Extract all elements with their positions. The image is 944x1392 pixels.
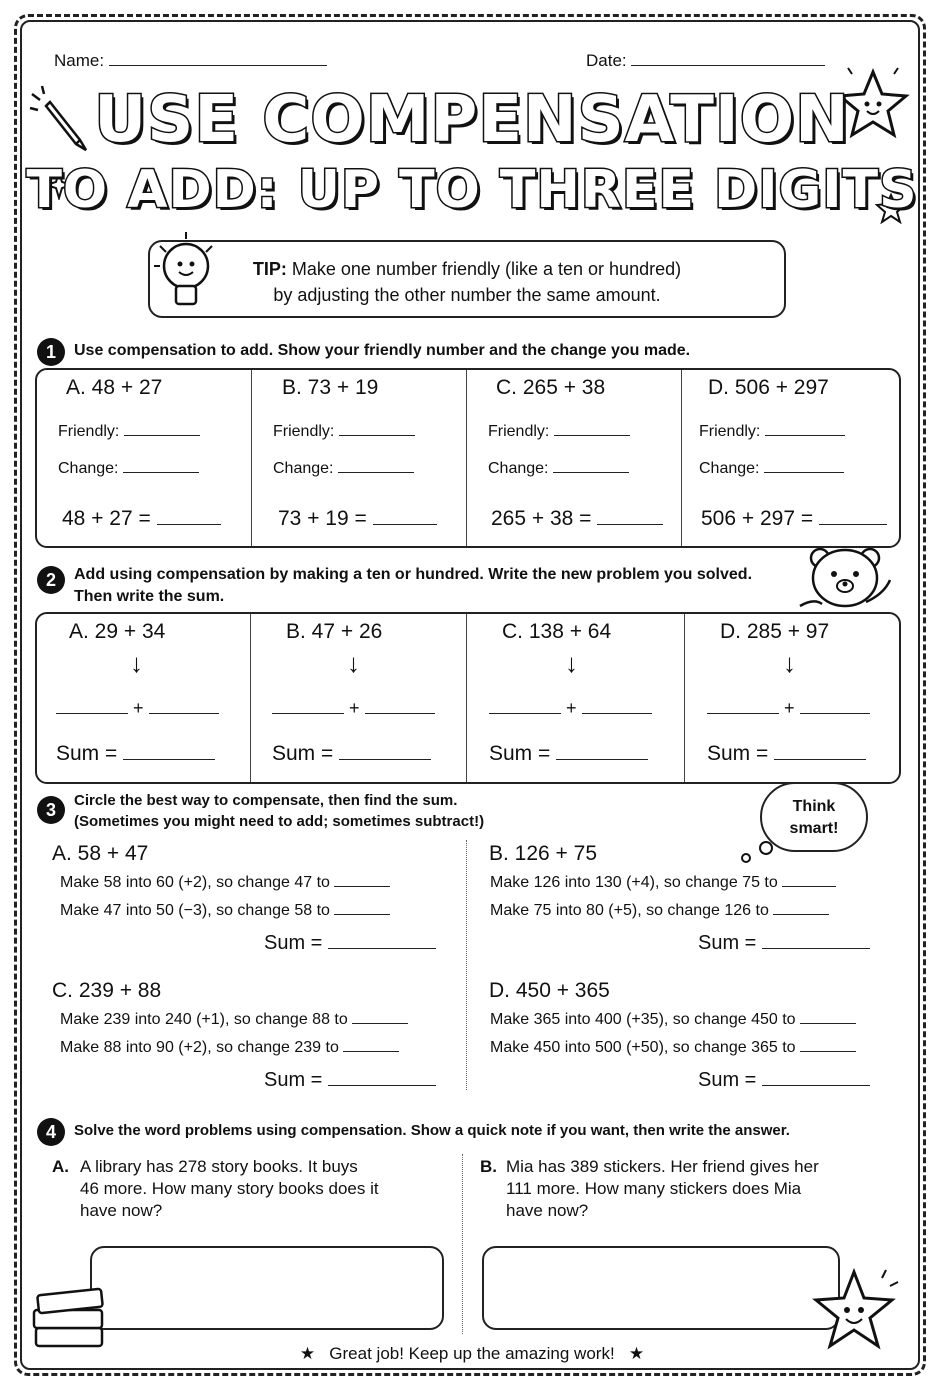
addend-line[interactable]: [707, 713, 779, 714]
word-problem-a-label: A.: [52, 1157, 69, 1176]
footer-text: Great job! Keep up the amazing work!: [329, 1344, 615, 1363]
s2-problem-b-title: B. 47 + 26: [286, 620, 383, 643]
word-problem-a-line-1: A library has 278 story books. It buys: [80, 1157, 358, 1176]
friendly-line[interactable]: [554, 435, 630, 436]
star-icon: ★: [299, 1344, 316, 1363]
answer-line[interactable]: [782, 886, 836, 887]
s3-problem-d-title: D. 450 + 365: [489, 979, 610, 1002]
answer-line[interactable]: [800, 1051, 856, 1052]
divider: [466, 614, 467, 782]
equation-text: 265 + 38 =: [491, 507, 592, 530]
s1-problem-c-title: C. 265 + 38: [496, 376, 606, 399]
change-line[interactable]: [553, 472, 629, 473]
divider: [466, 840, 467, 1090]
tip-label: TIP:: [252, 259, 287, 279]
date-line[interactable]: [631, 65, 825, 66]
sum-label: Sum =: [56, 742, 118, 765]
down-arrow-icon: ↓: [130, 648, 143, 678]
equation-text: 506 + 297 =: [701, 507, 814, 530]
change-label: Change:: [699, 460, 760, 477]
divider: [251, 370, 252, 546]
word-problem-b-label: B.: [480, 1157, 497, 1176]
answer-line[interactable]: [334, 886, 390, 887]
s1-b-change[interactable]: [273, 460, 414, 478]
word-problem-b-line-3: have now?: [506, 1201, 589, 1220]
s1-problem-d-title: D. 506 + 297: [708, 376, 829, 399]
plus-sign: +: [566, 698, 577, 718]
sum-label: Sum =: [489, 742, 551, 765]
sum-label: Sum =: [264, 932, 323, 954]
s1-b-equation[interactable]: [278, 507, 437, 531]
s1-d-change[interactable]: [699, 460, 844, 478]
s2-c-sum[interactable]: [489, 742, 648, 766]
title-line-2: TO ADD: UP TO THREE DIGITS: [26, 160, 918, 220]
s3-b-option-2[interactable]: [490, 902, 829, 920]
tip-text-1: Make one number friendly (like a ten or hundred): [291, 259, 682, 279]
s1-d-friendly[interactable]: [699, 423, 845, 441]
s2-b-sum[interactable]: [272, 742, 431, 766]
tip-line-1: [150, 256, 784, 282]
section-4-instruction: Solve the word problems using compensation. Show a quick note if you want, then write the answer.: [74, 1122, 790, 1139]
down-arrow-icon: ↓: [347, 648, 360, 678]
option-text: Make 450 into 500 (+50), so change 365 to: [490, 1039, 796, 1056]
s1-a-equation[interactable]: [62, 507, 221, 531]
divider: [681, 370, 682, 546]
change-label: Change:: [273, 460, 334, 477]
plus-sign: +: [784, 698, 795, 718]
s3-a-sum[interactable]: [264, 932, 436, 955]
s2-c-new-problem[interactable]: [489, 698, 652, 719]
s2-problem-c-title: C. 138 + 64: [502, 620, 612, 643]
title-line-1: USE COMPENSATION: [94, 83, 850, 157]
section-3-instruction-1: Circle the best way to compensate, then find the sum.: [74, 792, 458, 809]
addend-line[interactable]: [365, 713, 435, 714]
section-1-number: 1: [37, 338, 65, 366]
sum-line[interactable]: [556, 759, 648, 760]
s2-problem-a-title: A. 29 + 34: [69, 620, 166, 643]
answer-line[interactable]: [157, 524, 221, 525]
s2-a-new-problem[interactable]: [56, 698, 219, 719]
teddy-bear-icon: [796, 544, 900, 614]
equation-text: 73 + 19 =: [278, 507, 367, 530]
name-line[interactable]: [109, 65, 327, 66]
sum-label: Sum =: [264, 1069, 323, 1091]
answer-line[interactable]: [597, 524, 663, 525]
change-line[interactable]: [338, 472, 414, 473]
plus-sign: +: [133, 698, 144, 718]
option-text: Make 365 into 400 (+35), so change 450 to: [490, 1011, 796, 1028]
tip-line-2: by adjusting the other number the same amount.: [273, 285, 661, 305]
option-text: Make 239 into 240 (+1), so change 88 to: [60, 1011, 348, 1028]
think-smart-bubble: [760, 782, 868, 852]
change-label: Change:: [488, 460, 549, 477]
s3-d-option-2[interactable]: [490, 1039, 856, 1057]
s3-c-sum[interactable]: [264, 1069, 436, 1092]
plus-sign: +: [349, 698, 360, 718]
answer-line[interactable]: [343, 1051, 399, 1052]
word-problem-b-answer-box[interactable]: [482, 1246, 840, 1330]
addend-line[interactable]: [582, 713, 652, 714]
s3-c-option-1[interactable]: [60, 1011, 408, 1029]
change-label: Change:: [58, 460, 119, 477]
addend-line[interactable]: [149, 713, 219, 714]
date-label: Date:: [586, 51, 627, 70]
word-problem-a-answer-box[interactable]: [90, 1246, 444, 1330]
section-1-instruction: Use compensation to add. Show your friendly number and the change you made.: [74, 342, 691, 359]
sum-line[interactable]: [762, 948, 870, 949]
divider: [466, 370, 467, 546]
date-field[interactable]: [586, 51, 825, 71]
option-text: Make 75 into 80 (+5), so change 126 to: [490, 902, 769, 919]
option-text: Make 126 into 130 (+4), so change 75 to: [490, 874, 778, 891]
word-problem-a-line-2: 46 more. How many story books does it: [80, 1179, 379, 1198]
s3-problem-c-title: C. 239 + 88: [52, 979, 162, 1002]
s1-a-friendly[interactable]: [58, 423, 200, 441]
word-problem-b-line-2: 111 more. How many stickers does Mia: [506, 1179, 802, 1198]
s1-problem-b-title: B. 73 + 19: [282, 376, 379, 399]
answer-line[interactable]: [373, 524, 437, 525]
s3-problem-b-title: B. 126 + 75: [489, 842, 598, 865]
friendly-label: Friendly:: [488, 423, 550, 440]
down-arrow-icon: ↓: [783, 648, 796, 678]
tip-box: [148, 240, 786, 318]
s3-d-option-1[interactable]: [490, 1011, 856, 1029]
sum-label: Sum =: [698, 1069, 757, 1091]
bubble-text-2: smart!: [789, 820, 839, 837]
section-2-instruction-2: Then write the sum.: [74, 588, 225, 605]
down-arrow-icon: ↓: [565, 648, 578, 678]
s1-problem-a-title: A. 48 + 27: [66, 376, 163, 399]
option-text: Make 47 into 50 (−3), so change 58 to: [60, 902, 330, 919]
change-line[interactable]: [764, 472, 844, 473]
sum-line[interactable]: [762, 1085, 870, 1086]
word-problem-a-line-3: have now?: [80, 1201, 163, 1220]
s3-a-option-2[interactable]: [60, 902, 390, 920]
star-icon: ★: [628, 1344, 645, 1363]
sum-label: Sum =: [698, 932, 757, 954]
s1-c-friendly[interactable]: [488, 423, 630, 441]
addend-line[interactable]: [272, 713, 344, 714]
addend-line[interactable]: [800, 713, 870, 714]
s1-c-equation[interactable]: [491, 507, 663, 531]
friendly-label: Friendly:: [273, 423, 335, 440]
s2-problem-d-title: D. 285 + 97: [720, 620, 830, 643]
option-text: Make 58 into 60 (+2), so change 47 to: [60, 874, 330, 891]
section-3-instruction-2: (Sometimes you might need to add; sometimes subtract!): [74, 813, 485, 830]
sum-line[interactable]: [774, 759, 866, 760]
s2-d-sum[interactable]: [707, 742, 866, 766]
answer-line[interactable]: [773, 914, 829, 915]
s1-d-equation[interactable]: [701, 507, 887, 531]
divider: [250, 614, 251, 782]
divider: [462, 1154, 463, 1334]
s3-b-sum[interactable]: [698, 932, 870, 955]
section-2-instruction-1: Add using compensation by making a ten or hundred. Write the new problem you solved.: [74, 566, 753, 583]
s3-c-option-2[interactable]: [60, 1039, 399, 1057]
s2-b-new-problem[interactable]: [272, 698, 435, 719]
friendly-line[interactable]: [339, 435, 415, 436]
sum-line[interactable]: [339, 759, 431, 760]
name-label: Name:: [54, 51, 105, 70]
s1-a-change[interactable]: [58, 460, 199, 478]
s2-d-new-problem[interactable]: [707, 698, 870, 719]
section-2-number: 2: [37, 566, 65, 594]
addend-line[interactable]: [489, 713, 561, 714]
s3-b-option-1[interactable]: [490, 874, 836, 892]
s3-d-sum[interactable]: [698, 1069, 870, 1092]
addend-line[interactable]: [56, 713, 128, 714]
s3-a-option-1[interactable]: [60, 874, 390, 892]
section-4-number: 4: [37, 1118, 65, 1146]
friendly-label: Friendly:: [58, 423, 120, 440]
name-field[interactable]: [54, 51, 327, 71]
sum-line[interactable]: [328, 1085, 436, 1086]
s1-c-change[interactable]: [488, 460, 629, 478]
sum-line[interactable]: [123, 759, 215, 760]
answer-line[interactable]: [352, 1023, 408, 1024]
s1-b-friendly[interactable]: [273, 423, 415, 441]
section-3-number: 3: [37, 796, 65, 824]
friendly-line[interactable]: [124, 435, 200, 436]
sum-label: Sum =: [707, 742, 769, 765]
answer-line[interactable]: [800, 1023, 856, 1024]
friendly-label: Friendly:: [699, 423, 761, 440]
thought-dots-icon: [736, 838, 776, 864]
bubble-text-1: Think: [792, 798, 836, 815]
sum-label: Sum =: [272, 742, 334, 765]
footer: [0, 1344, 944, 1364]
option-text: Make 88 into 90 (+2), so change 239 to: [60, 1039, 339, 1056]
equation-text: 48 + 27 =: [62, 507, 151, 530]
word-problem-b-line-1: Mia has 389 stickers. Her friend gives her: [506, 1157, 819, 1176]
change-line[interactable]: [123, 472, 199, 473]
s3-problem-a-title: A. 58 + 47: [52, 842, 149, 865]
answer-line[interactable]: [819, 524, 887, 525]
answer-line[interactable]: [334, 914, 390, 915]
s2-a-sum[interactable]: [56, 742, 215, 766]
friendly-line[interactable]: [765, 435, 845, 436]
sum-line[interactable]: [328, 948, 436, 949]
divider: [684, 614, 685, 782]
